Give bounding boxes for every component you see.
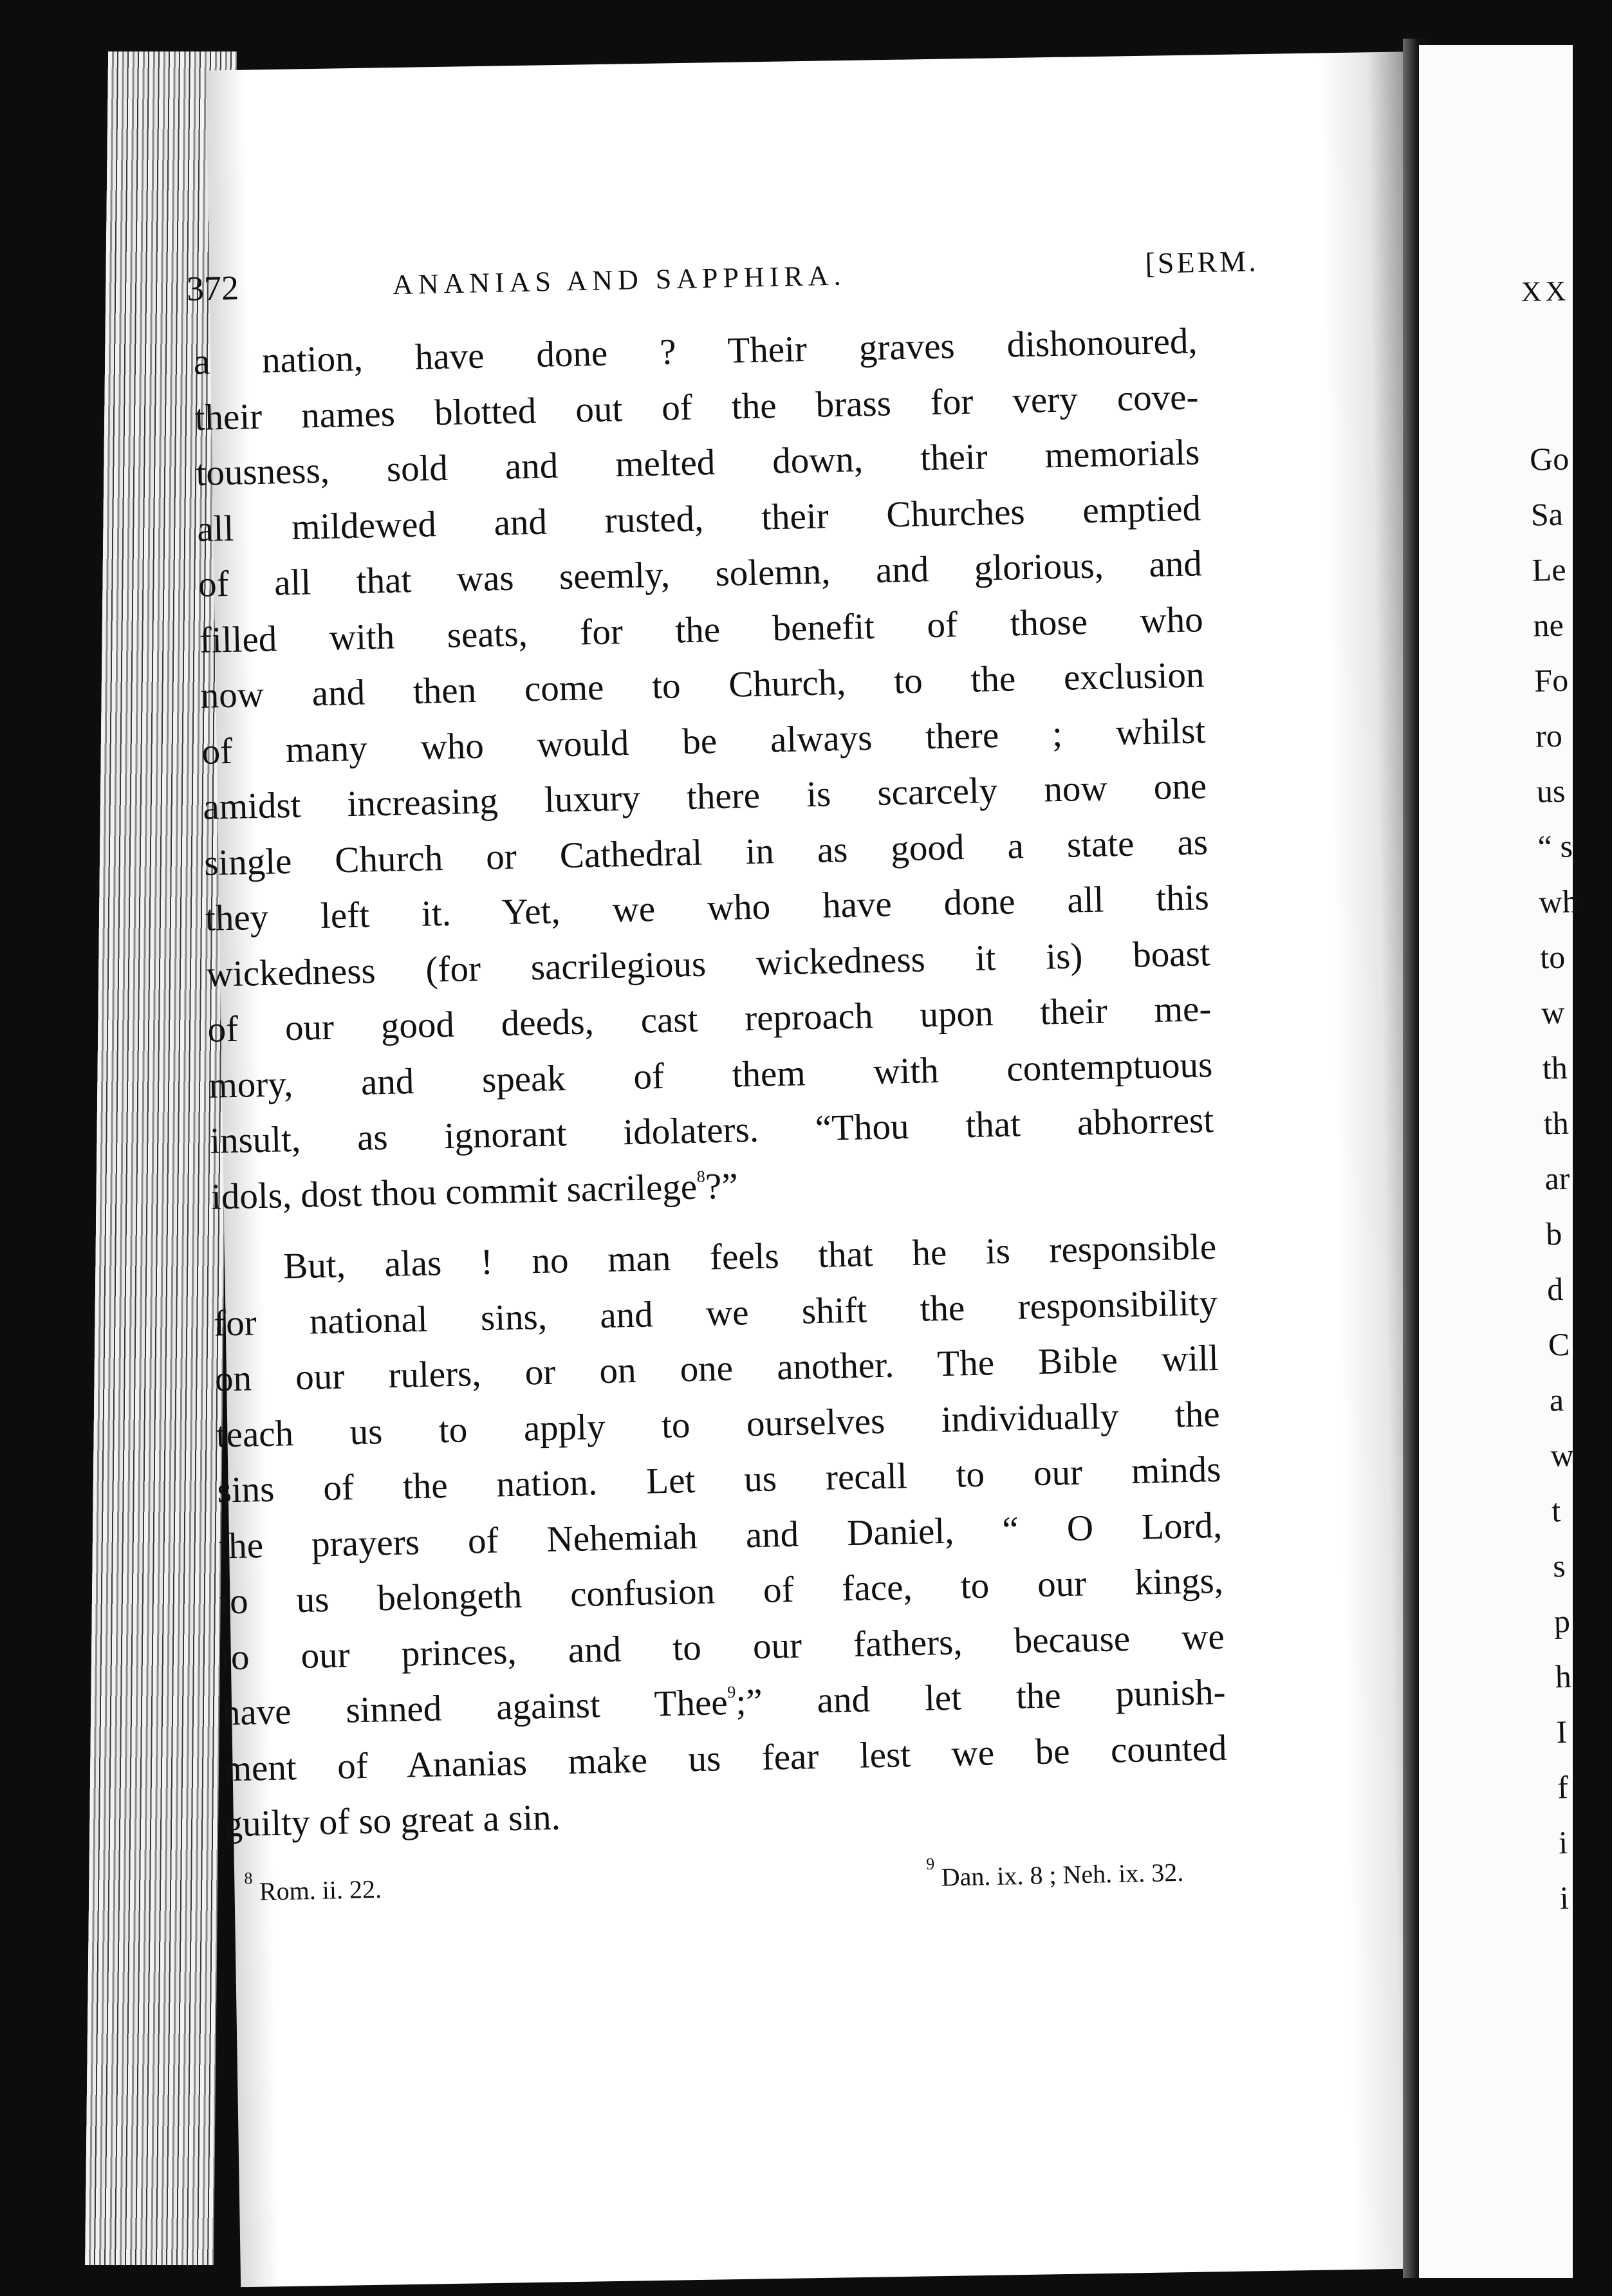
right-page-fragment: wh (1538, 883, 1579, 920)
right-page-fragment: th (1543, 1104, 1570, 1142)
right-page-fragment: Fo (1533, 662, 1569, 699)
footnote-mark: 8 (244, 1869, 253, 1888)
right-page-fragment: Sa (1530, 495, 1564, 533)
right-page-fragment: Le (1532, 551, 1567, 588)
footnote-mark: 8 (696, 1167, 706, 1186)
right-page-fragment: i (1558, 1824, 1568, 1861)
right-page-fragment: Go (1529, 440, 1570, 477)
right-page-fragment: b (1545, 1216, 1562, 1252)
text-line: now and then come to Church, to the exclusion (200, 654, 1205, 716)
right-page-fragment: h (1555, 1658, 1572, 1695)
right-page-fragment: ne (1532, 606, 1564, 643)
text-line: on our rulers, or on one another. The Bible will (214, 1337, 1219, 1400)
section-label: [SERM. (1144, 244, 1259, 280)
footnote-9 (925, 1854, 1184, 1893)
text-line: for national sins, and we shift the responsibility (213, 1282, 1218, 1344)
text-line: to our princes, and to our fathers, because we (220, 1616, 1225, 1678)
text-line: teach us to apply to ourselves individually the (216, 1393, 1221, 1456)
text-line: wickedness (for sacrilegious wickedness it is) boast (206, 932, 1211, 995)
right-page-fragment: “ s (1537, 828, 1573, 865)
text-run: idols, dost thou commit sacrilege (210, 1166, 698, 1217)
right-page-fragment: w (1550, 1436, 1575, 1474)
page-number: 372 (186, 268, 239, 308)
text-line: But, alas ! no man feels that he is responsible (283, 1227, 1217, 1287)
right-page-fragment: a (1549, 1382, 1564, 1418)
body-text (193, 313, 1228, 1853)
right-page-fragment: f (1557, 1768, 1569, 1806)
text-line: the prayers of Nehemiah and Daniel, “ O Lord, (218, 1504, 1223, 1567)
text-line: tousness, sold and melted down, their memorials (195, 432, 1200, 494)
text-line: to us belongeth confusion of face, to our kings, (219, 1560, 1224, 1622)
text-line: their names blotted out of the brass for very cove- (194, 376, 1200, 438)
footnote-8 (244, 1869, 382, 1907)
text-run: ?” (705, 1165, 739, 1207)
text-line: ment of Ananias make us fear lest we be counted (223, 1727, 1227, 1790)
text-line: of our good deeds, cast reproach upon their me- (207, 988, 1212, 1050)
text-line: amidst increasing luxury there is scarcely now one (202, 766, 1207, 828)
right-page-header: XX (1521, 275, 1570, 308)
footnote-mark: 9 (925, 1854, 935, 1874)
right-page-fragment: ro (1535, 717, 1563, 754)
right-page-fragment: p (1553, 1602, 1571, 1640)
right-page-fragment: us (1536, 772, 1566, 810)
right-page-fragment: d (1546, 1270, 1564, 1308)
text-line: of all that was seemly, solemn, and glorious, and (198, 543, 1203, 605)
right-page-fragment: w (1541, 994, 1565, 1031)
text-line: insult, as ignorant idolaters. “Thou that abhorrest (209, 1100, 1214, 1162)
right-page-fragment: ar (1544, 1160, 1570, 1197)
footnote-mark: 9 (727, 1682, 736, 1702)
right-page-fragment: I (1555, 1714, 1568, 1750)
text-run: ;” and let the punish- (735, 1671, 1227, 1723)
right-page-fragment: i (1559, 1880, 1570, 1916)
text-line: of many who would be always there ; whilst (201, 710, 1206, 772)
text-line: single Church or Cathedral in as good a state as (203, 821, 1209, 884)
text-line: they left it. Yet, we who have done all this (205, 877, 1210, 939)
text-run: have sinned against Thee (221, 1682, 728, 1734)
text-line: sins of the nation. Let us recall to our minds (216, 1449, 1221, 1511)
right-page-fragment: t (1551, 1492, 1561, 1529)
footnote-text: Dan. ix. 8 ; Neh. ix. 32. (941, 1857, 1184, 1892)
right-page-fragment: s (1552, 1548, 1566, 1584)
right-page-fragment: C (1548, 1326, 1570, 1363)
text-line: guilty of so great a sin. (223, 1797, 561, 1845)
text-line: a nation, have done ? Their graves dishonoured, (193, 320, 1198, 382)
text-line: all mildewed and rusted, their Churches emptied (196, 487, 1201, 550)
text-line: mory, and speak of them with contemptuous (208, 1044, 1213, 1106)
text-line: filled with seats, for the benefit of those who (199, 598, 1204, 661)
running-title: ANANIAS AND SAPPHIRA. (392, 259, 846, 301)
right-page-fragment: to (1539, 938, 1566, 976)
footnote-text: Rom. ii. 22. (259, 1874, 382, 1906)
right-page-fragment: th (1542, 1049, 1568, 1086)
